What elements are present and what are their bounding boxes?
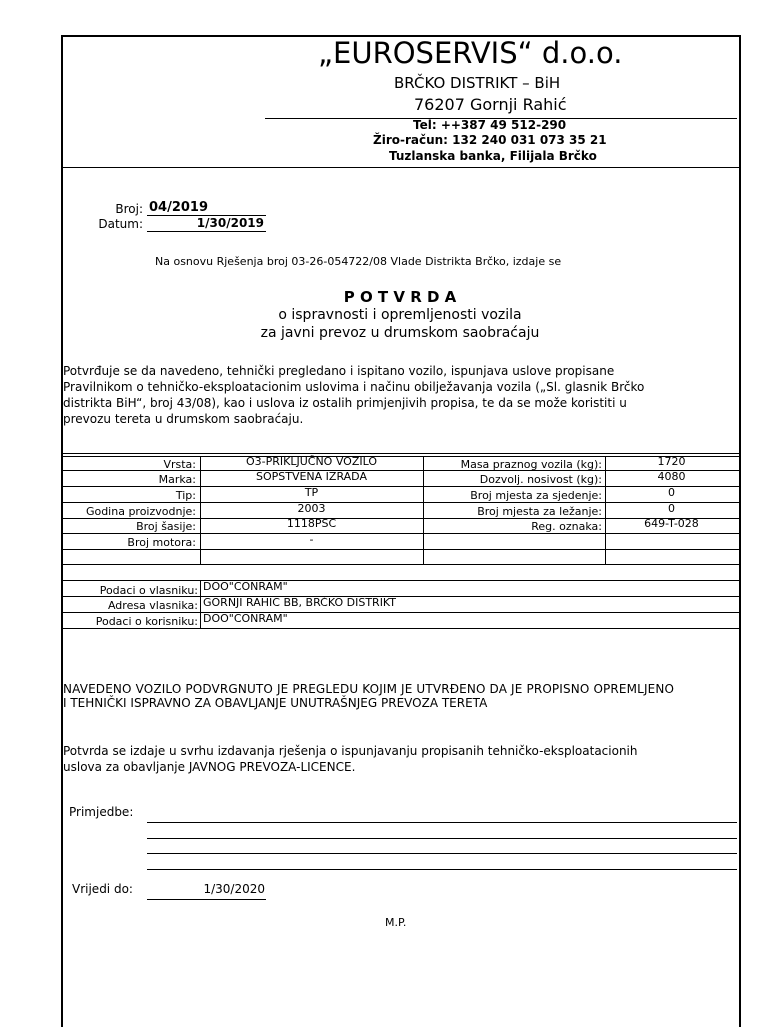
- vehicle-value: -: [309, 533, 314, 546]
- company-region: BRČKO DISTRIKT – BiH: [394, 74, 561, 92]
- company-phone: Tel: ++387 49 512-290: [413, 118, 567, 132]
- valid-value: 1/30/2020: [203, 882, 265, 896]
- broj-underline: [147, 215, 266, 216]
- datum-underline: [147, 231, 266, 232]
- vehicle-label: Marka:: [158, 473, 196, 486]
- owner-label: Podaci o korisniku:: [95, 615, 198, 628]
- vehicle-value: 4080: [657, 470, 686, 483]
- owner-label: Adresa vlasnika:: [107, 599, 198, 612]
- valid-underline: [147, 899, 266, 900]
- remarks-line: [147, 869, 737, 870]
- vehicle-label: Reg. oznaka:: [531, 520, 602, 533]
- owner-rule: [61, 612, 739, 613]
- statement-line-2: I TEHNIČKI ISPRAVNO ZA OBAVLJANJE UNUTRAŠNJEG PREVOZA TERETA: [63, 696, 488, 710]
- vehicle-label: Vrsta:: [163, 458, 196, 471]
- purpose-line-2: uslova za obavljanje JAVNOG PREVOZA-LICENCE.: [63, 760, 356, 774]
- vehicle-label: Godina proizvodnje:: [85, 505, 196, 518]
- paragraph-line-2: Pravilnikom o tehničko-eksploatacionim uslovima i načinu obilježavanja vozila („Sl. glasnik Brčko: [63, 380, 645, 394]
- header-bottom-rule: [61, 167, 739, 168]
- datum-value: 1/30/2019: [196, 216, 264, 230]
- vehicle-label: Broj mjesta za sjedenje:: [470, 489, 602, 502]
- vehicle-label: Tip:: [175, 489, 196, 502]
- owner-value: DOO"CONRAM": [203, 580, 288, 593]
- company-account: Žiro-račun: 132 240 031 073 35 21: [373, 133, 607, 147]
- intro-text: Na osnovu Rješenja broj 03-26-054722/08 Vlade Distrikta Brčko, izdaje se: [155, 255, 562, 268]
- vehicle-value: O3-PRIKLJUČNO VOZILO: [245, 455, 377, 468]
- remarks-line: [147, 822, 737, 823]
- valid-label: Vrijedi do:: [72, 882, 133, 896]
- paragraph-line-3: distrikta BiH“, broj 43/08), kao i uslova iz ostalih primjenjivih propisa, te da se može koristiti u: [63, 396, 627, 410]
- table-rule: [61, 564, 739, 565]
- table-rule: [61, 580, 739, 581]
- owner-value: GORNJI RAHIC BB, BRČKO DISTRIKT: [203, 596, 397, 609]
- vehicle-value: 649-T-028: [644, 517, 699, 530]
- owner-label: Podaci o vlasniku:: [99, 584, 198, 597]
- owner-rule: [61, 628, 739, 629]
- subtitle-line-2: za javni prevoz u drumskom saobraćaju: [260, 325, 540, 341]
- vehicle-value: 2003: [297, 502, 326, 515]
- subtitle-line-1: o ispravnosti i opremljenosti vozila: [278, 307, 522, 323]
- vehicle-label: Broj mjesta za ležanje:: [477, 505, 602, 518]
- broj-value: 04/2019: [149, 200, 209, 215]
- vehicle-label: Broj motora:: [127, 536, 196, 549]
- remarks-label: Primjedbe:: [69, 805, 134, 819]
- table-rule: [61, 453, 739, 454]
- broj-label: Broj:: [115, 202, 143, 216]
- company-name: „EUROSERVIS“ d.o.o.: [318, 36, 623, 70]
- vehicle-label: Broj šasije:: [136, 520, 196, 533]
- table-rule: [61, 549, 739, 550]
- vehicle-value: SOPSTVENA IZRADA: [255, 470, 367, 483]
- stamp-placeholder: M.P.: [385, 916, 407, 929]
- owner-col: [200, 580, 201, 628]
- vehicle-value: 1720: [657, 455, 686, 468]
- vehicle-label: Masa praznog vozila (kg):: [460, 458, 602, 471]
- vehicle-value: 1118PSC: [286, 517, 337, 530]
- remarks-line: [147, 853, 737, 854]
- datum-label: Datum:: [98, 217, 143, 231]
- remarks-line: [147, 838, 737, 839]
- vehicle-value: 0: [668, 486, 675, 499]
- document-title: P O T V R D A: [343, 288, 457, 306]
- purpose-line-1: Potvrda se izdaje u svrhu izdavanja rješenja o ispunjavanju propisanih tehničko-eksploatacionih: [63, 744, 638, 758]
- owner-value: DOO"CONRAM": [203, 612, 288, 625]
- paragraph-line-1: Potvrđuje se da navedeno, tehnički pregledano i ispitano vozilo, ispunjava uslove propisane: [63, 364, 615, 378]
- vehicle-label: Dozvolj. nosivost (kg):: [479, 473, 602, 486]
- vehicle-value: TP: [304, 486, 319, 499]
- company-address: 76207 Gornji Rahić: [414, 95, 567, 114]
- paragraph-line-4: prevozu tereta u drumskom saobraćaju.: [63, 412, 304, 426]
- statement-line-1: NAVEDENO VOZILO PODVRGNUTO JE PREGLEDU KOJIM JE UTVRĐENO DA JE PROPISNO OPREMLJENO: [63, 682, 675, 696]
- company-bank: Tuzlanska banka, Filijala Brčko: [389, 149, 597, 163]
- vehicle-value: 0: [668, 502, 675, 515]
